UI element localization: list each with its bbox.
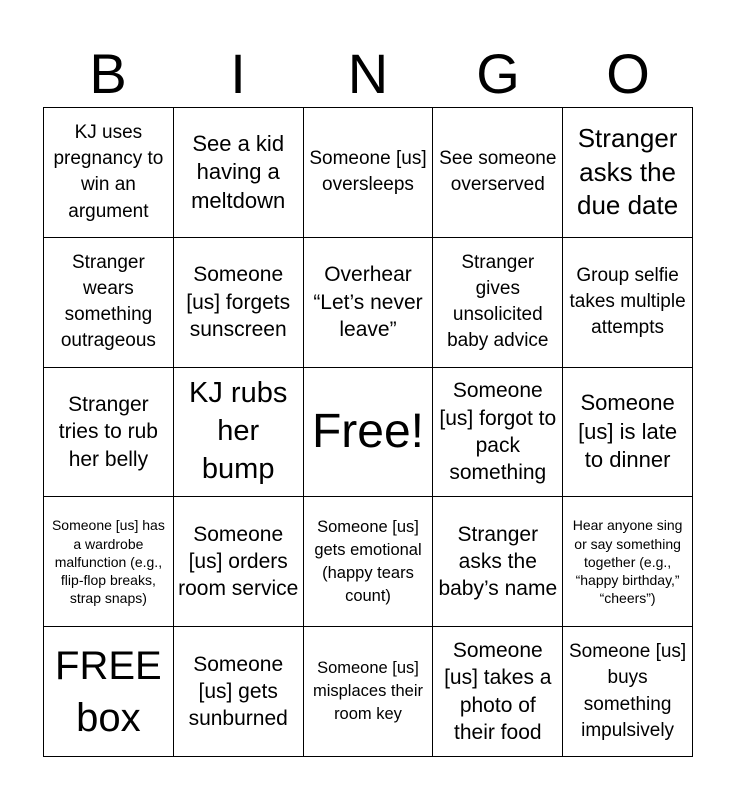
bingo-cell[interactable] <box>433 108 563 238</box>
header-letter-n: N <box>347 42 389 105</box>
bingo-cell[interactable] <box>433 497 563 627</box>
bingo-cell[interactable] <box>174 108 304 238</box>
bingo-cell[interactable] <box>563 627 693 757</box>
cell-text: Someone [us] orders room service <box>178 522 299 601</box>
bingo-cell[interactable] <box>174 368 304 498</box>
cell-text: Someone [us] forgets sunscreen <box>186 263 291 341</box>
header-letter-o: O <box>606 42 650 105</box>
bingo-cell[interactable] <box>304 627 434 757</box>
cell-text: Hear anyone sing or say something together (e.g., “happy birthday,” “cheers”) <box>572 517 683 607</box>
bingo-cell[interactable] <box>563 108 693 238</box>
cell-text: Overhear “Let’s never leave” <box>313 263 423 341</box>
bingo-grid <box>43 107 693 757</box>
cell-text: Someone [us] forgot to pack something <box>439 379 557 485</box>
header-letter-i: I <box>230 42 246 105</box>
bingo-cell[interactable] <box>174 238 304 368</box>
cell-text: Someone [us] gets sunburned <box>188 652 288 731</box>
bingo-cell[interactable] <box>44 368 174 498</box>
bingo-cell[interactable] <box>433 368 563 498</box>
cell-text: Free! <box>311 405 424 459</box>
bingo-cell[interactable] <box>563 368 693 498</box>
bingo-cell[interactable] <box>304 368 434 498</box>
cell-text: See a kid having a meltdown <box>191 130 286 213</box>
bingo-cell[interactable] <box>433 627 563 757</box>
cell-text: FREE box <box>55 643 162 740</box>
header-letter-b: B <box>89 42 127 105</box>
cell-text: Stranger tries to rub her belly <box>58 393 158 471</box>
cell-text: Someone [us] has a wardrobe malfunction (e.g., flip-flop breaks, strap snaps) <box>51 517 165 607</box>
bingo-cell[interactable] <box>174 627 304 757</box>
cell-text: Someone [us] buys something impulsively <box>568 641 687 741</box>
header-letter-g: G <box>476 42 520 105</box>
cell-text: See someone overserved <box>439 148 557 196</box>
bingo-cell[interactable] <box>304 108 434 238</box>
cell-text: Someone [us] misplaces their room key <box>312 659 424 723</box>
bingo-cell[interactable] <box>433 238 563 368</box>
cell-text: Stranger asks the baby’s name <box>438 522 558 601</box>
cell-text: KJ uses pregnancy to win an argument <box>53 121 164 222</box>
cell-text: Stranger asks the due date <box>576 122 679 221</box>
bingo-cell[interactable] <box>44 497 174 627</box>
cell-text: Stranger wears something outrageous <box>60 251 156 352</box>
bingo-cell[interactable] <box>174 497 304 627</box>
bingo-header <box>43 40 693 108</box>
cell-text: Stranger gives unsolicited baby advice <box>447 251 549 352</box>
cell-text: Someone [us] oversleeps <box>309 148 427 196</box>
cell-text: KJ rubs her bump <box>189 377 288 485</box>
cell-text: Group selfie takes multiple attempts <box>569 264 686 339</box>
bingo-cell[interactable] <box>304 497 434 627</box>
bingo-cell[interactable] <box>44 627 174 757</box>
bingo-cell[interactable] <box>304 238 434 368</box>
bingo-cell[interactable] <box>44 238 174 368</box>
cell-text: Someone [us] gets emotional (happy tears count) <box>314 518 422 605</box>
bingo-cell[interactable] <box>563 238 693 368</box>
cell-text: Someone [us] is late to dinner <box>578 390 678 473</box>
bingo-cell[interactable] <box>563 497 693 627</box>
cell-text: Someone [us] takes a photo of their food <box>444 639 552 744</box>
bingo-cell[interactable] <box>44 108 174 238</box>
